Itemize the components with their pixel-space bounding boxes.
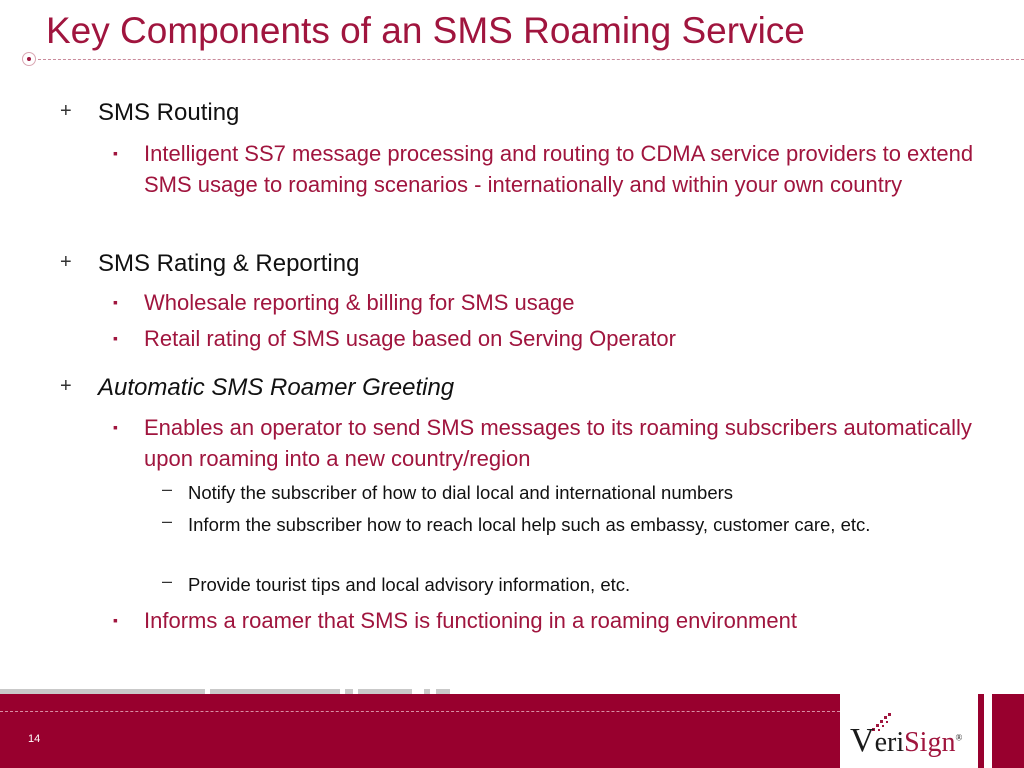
plus-bullet-icon: + xyxy=(60,251,72,273)
section-heading: Automatic SMS Roamer Greeting xyxy=(98,374,455,401)
logo-eri: eri xyxy=(874,727,905,758)
dash-bullet-icon: – xyxy=(162,511,173,531)
detail-text: Notify the subscriber of how to dial local and international numbers xyxy=(188,482,734,503)
title-bullet-icon xyxy=(22,52,36,66)
logo-sign: Sign xyxy=(904,727,956,758)
plus-bullet-icon: + xyxy=(60,375,72,397)
logo-registered: ® xyxy=(955,732,963,743)
square-bullet-icon: ▪ xyxy=(113,612,118,628)
section-heading: SMS Rating & Reporting xyxy=(98,250,360,277)
detail-text: Inform the subscriber how to reach local help such as embassy, customer care, etc. xyxy=(188,514,871,535)
section-heading: SMS Routing xyxy=(98,99,240,126)
square-bullet-icon: ▪ xyxy=(113,294,118,310)
page-number: 14 xyxy=(28,733,41,745)
bullet-text: Intelligent SS7 message processing and routing to CDMA service providers to extend SMS usage to roaming scenarios - internationally and within your own country xyxy=(144,141,974,197)
square-bullet-icon: ▪ xyxy=(113,330,118,346)
page-title: Key Components of an SMS Roaming Service xyxy=(46,10,805,51)
logo-edge xyxy=(984,694,992,768)
plus-bullet-icon: + xyxy=(60,100,72,122)
dash-bullet-icon: – xyxy=(162,479,173,499)
bullet-text: Enables an operator to send SMS messages to its roaming subscribers automatically upon roaming into a new country/region xyxy=(144,415,972,471)
logo-edge xyxy=(992,694,1024,768)
bullet-text: Wholesale reporting & billing for SMS usage xyxy=(144,290,575,315)
verisign-logo xyxy=(850,722,962,760)
square-bullet-icon: ▪ xyxy=(113,419,118,435)
bullet-text: Retail rating of SMS usage based on Serving Operator xyxy=(144,326,676,351)
footer-rule xyxy=(0,711,840,712)
logo-v: V xyxy=(850,722,875,759)
dash-bullet-icon: – xyxy=(162,571,173,591)
title-rule xyxy=(38,59,1024,60)
bullet-text: Informs a roamer that SMS is functioning in a roaming environment xyxy=(144,608,797,633)
detail-text: Provide tourist tips and local advisory information, etc. xyxy=(188,574,631,595)
square-bullet-icon: ▪ xyxy=(113,145,118,161)
